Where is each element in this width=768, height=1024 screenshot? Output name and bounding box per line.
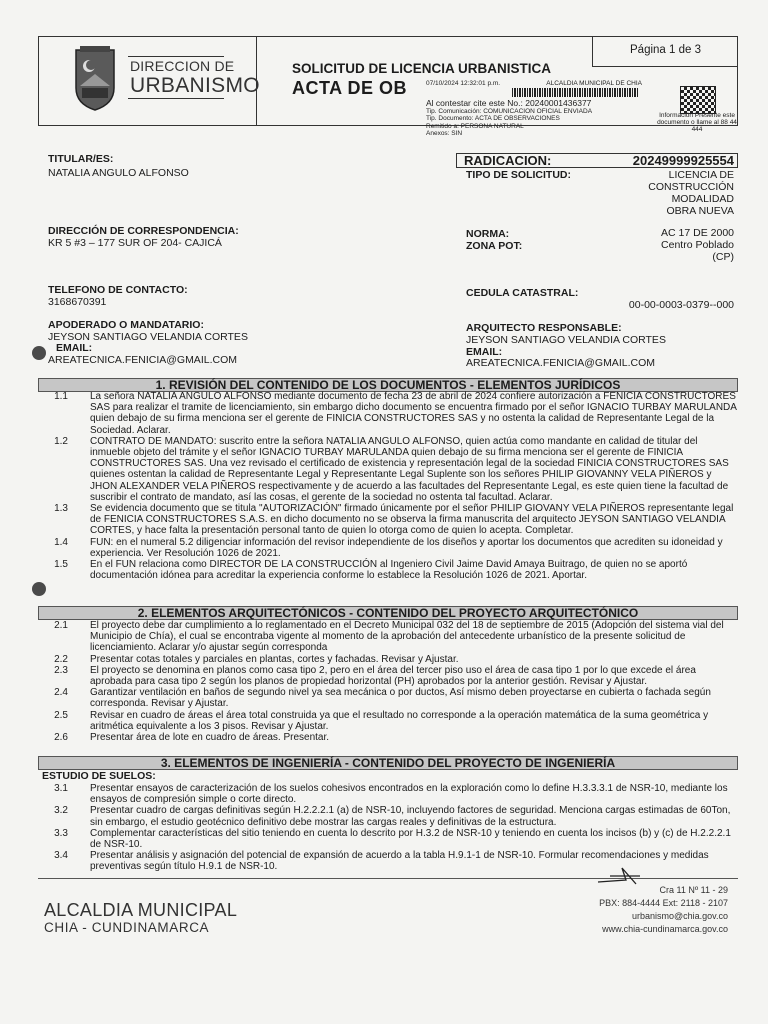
list-item [38,732,738,743]
list-item [38,436,738,503]
stamp-line: Tip. Comunicación: COMUNICACION OFICIAL ENVIADA [426,107,593,115]
cedula-label: CEDULA CATASTRAL: [466,287,579,299]
tipo-line: OBRA NUEVA [666,205,734,217]
item-number: 2.3 [54,664,68,676]
list-item [38,828,738,850]
section-2-items [38,620,738,743]
email-label: EMAIL: [56,342,93,354]
item-text: El proyecto se denomina en planos como casa tipo 2, pero en el área del tercer piso uso el área de casa tipo 1 por lo que excede el área aprobada para casa tipo 2 según los planos de propiedad horizontal (PH) aprobados por la anterior gestión. Revisar y Ajustar. [90,664,696,688]
zona-line: Centro Poblado [661,239,734,251]
item-text: El proyecto debe dar cumplimiento a lo reglamentado en el Decreto Municipal 032 del 18 de septiembre de 2015 (Adopción del sistema vial del Municipio de Chía), el cual se encontraba vigente al momento de la aprobación del antecedente urbanístico de la presente solicitud de licenciamiento. Aclarar y/o ajustar según corresponda [90,620,724,654]
item-text: Se evidencia documento que se titula "AUTORIZACIÓN" firmado únicamente por el señor PHILIP GIOVANY VELA PIÑEROS representante legal de FENICIA CONSTRUCTORES S.A.S. en dicho documento no se observa la firma manuscrita del arquitecto JEYSON SANTIAGO VELANDIA CORTES, y hace falta la presentación personal tanto de quien lo otorga como de quien lo acepta. Completar. [90,503,734,537]
footer-entity-location: CHIA - CUNDINAMARCA [44,920,210,935]
radicacion-value: 20249999925554 [632,153,734,168]
list-item [38,620,738,654]
item-number: 2.5 [54,709,68,721]
cedula-value: 00-00-0003-0379--000 [628,299,734,311]
logo-rule [128,56,224,57]
tipo-line: CONSTRUCCIÓN [648,181,734,193]
footer-phone: PBX: 884-4444 Ext: 2118 - 2107 [599,898,728,908]
footer-email: urbanismo@chia.gov.co [631,911,728,921]
arquitecto-label: ARQUITECTO RESPONSABLE: [466,322,622,334]
item-text: Presentar ensayos de caracterización de los suelos cohesivos encontrados en la exploración como lo define H.3.3.3.1 de NSR-10, mediante los ensayos de compresión simple o corte directo. [90,783,728,806]
item-text: Garantizar ventilación en baños de segundo nivel ya sea mecánica o por ductos, Así mismo deben proyectarse en cubierta o fachada según corresponda. Revisar y Ajustar. [90,687,711,710]
qr-caption: Información Presente este documento o llame al 88 44 444 [657,112,737,133]
email-label: EMAIL: [466,346,503,358]
item-number: 1.4 [54,536,68,548]
header-divider [592,36,593,66]
tipo-solicitud-value [600,169,734,217]
item-number: 1.1 [54,391,68,402]
document-subtitle: ACTA DE OB [292,78,407,98]
apoderado-value: JEYSON SANTIAGO VELANDIA CORTES [48,331,248,343]
zona-line: (CP) [712,251,734,263]
item-number: 2.2 [54,653,68,665]
section-3-items [38,783,738,873]
section-1-items [38,391,738,581]
footer-contact [560,884,728,936]
footer-address: Cra 11 Nº 11 - 29 [659,885,728,895]
list-item [38,654,738,665]
logo-text-top: DIRECCION DE [130,58,235,74]
qr-code-icon [680,86,716,114]
apoderado-label: APODERADO O MANDATARIO: [48,319,204,331]
section-2-title: 2. ELEMENTOS ARQUITECTÓNICOS - CONTENIDO DEL PROYECTO ARQUITECTÓNICO [137,606,639,620]
zona-pot-label: ZONA POT: [466,240,523,252]
item-text: Presentar cuadro de cargas definitivas según H.2.2.2.1 (a) de NSR-10, incluyendo factores de seguridad. Menciona cargas estimadas de 60Ton, sin embargo, el estudio geotécnico definitivo debe mostrar las cargas reales y definitivas de la estructura. [90,805,731,828]
barcode [512,88,638,97]
list-item [38,559,738,581]
item-text: Presentar área de lote en cuadro de áreas. Presentar. [90,732,330,744]
municipal-shield-icon [72,44,118,112]
page-number: Página 1 de 3 [630,44,701,56]
direccion-label: DIRECCIÓN DE CORRESPONDENCIA: [48,225,239,237]
item-text: FUN: en el numeral 5.2 diligenciar información del revisor independiente de los diseños y aportar los documentos que acrediten su idoneidad y experiencia. Ver Resolución 1026 de 2021. [90,536,723,559]
list-item [38,687,738,709]
item-number: 3.4 [54,850,68,862]
list-item [38,710,738,732]
item-number: 3.3 [54,827,68,839]
item-text: Complementar características del sitio teniendo en cuenta lo descrito por H.3.2 de NSR-10 y teniendo en cuenta los incisos (b) y (c) de H.2.2.2.1 de NSR-10. [90,827,731,851]
list-item [38,503,738,537]
titular-label: TITULAR/ES: [48,153,114,165]
section-1-title: 1. REVISIÓN DEL CONTENIDO DE LOS DOCUMENTOS - ELEMENTOS JURÍDICOS [155,378,621,392]
item-text: En el FUN relaciona como DIRECTOR DE LA CONSTRUCCIÓN al Ingeniero Civil Jaime David Amaya Buitrago, de quien no se aportó documentación idónea para acreditar la experiencia conforme lo establece la Resolución 1026 de 2021. Aportar. [90,559,688,582]
logo-text-bottom: URBANISMO [130,74,260,97]
footer-website: www.chia-cundinamarca.gov.co [602,924,728,934]
item-number: 1.2 [54,435,68,447]
stamp-line: Anexos: SIN [426,130,463,137]
list-item [38,783,738,805]
section-3-subtitle: ESTUDIO DE SUELOS: [42,770,156,782]
direccion-value: KR 5 #3 – 177 SUR OF 204- CAJICÁ [48,237,222,249]
stamp-line: Remitido a: PERSONA NATURAL [426,122,524,130]
logo-rule [128,98,224,99]
binder-hole [32,346,46,360]
norma-value: AC 17 DE 2000 [661,227,734,239]
email-value: AREATECNICA.FENICIA@GMAIL.COM [48,354,237,366]
zona-pot-value [600,239,734,263]
telefono-label: TELEFONO DE CONTACTO: [48,284,188,296]
list-item [38,537,738,559]
item-text: Presentar cotas totales y parciales en plantas, cortes y fachadas. Revisar y Ajustar. [90,653,459,665]
binder-hole [32,582,46,596]
norma-label: NORMA: [466,228,510,240]
list-item [38,391,738,436]
item-text: Presentar análisis y asignación del potencial de expansión de acuerdo a la tabla H.9.1-1 de NSR-10. Formular recomendaciones y medidas preventivas según título H.9.1 de NSR-10. [90,850,709,873]
stamp-line: Tip. Documento: ACTA DE OBSERVACIONES [426,115,560,122]
header-divider [592,66,738,67]
email-value: AREATECNICA.FENICIA@GMAIL.COM [466,357,655,369]
stamp-cite: Al contestar cite este No.: 20240001436377 [426,97,592,108]
radicacion-label: RADICACION: [464,153,552,168]
item-number: 1.5 [54,559,68,571]
arquitecto-value: JEYSON SANTIAGO VELANDIA CORTES [466,334,666,346]
document-title: SOLICITUD DE LICENCIA URBANISTICA [292,61,551,76]
stamp-entity: ALCALDIA MUNICIPAL DE CHIA [546,80,642,87]
item-text: CONTRATO DE MANDATO: suscrito entre la señora NATALIA ANGULO ALFONSO, quien actúa como mandante en calidad de titular del inmueble objeto del trámite y el señor IGNACIO TURBAY MARULANDA quien debajo de su firma menciona ser el gerente de FINICIA CONSTRUCTORES SAS. Una vez revisado el certificado de existencia y representación legal de la sociedad FINICIA CONSTRUCTORES SAS quienes ostentan la calidad de Representante Legal y Representante Legal Suplente son los señores PHILIP GIOVANNY VELA PIÑEROS y JHON ALEXANDER VELA PIÑEROS respectivamente y de acuerdo a las facultades del Representante Legal, es este quien tiene la facultad de suscribir el contrato de mandato, así las cosas, el gerente de la sociedad no ostenta tal facultad. Aclarar. [90,435,729,503]
item-number: 2.1 [54,620,68,631]
item-number: 3.2 [54,805,68,817]
footer-entity-name: ALCALDIA MUNICIPAL [44,900,238,920]
item-number: 3.1 [54,783,68,794]
stamp-datetime: 07/10/2024 12:32:01 p.m. [426,80,501,87]
item-text: La señora NATALIA ANGULO ALFONSO mediante documento de fecha 23 de abril de 2024 confiere autorización a FENICIA CONSTRUCTORES SAS para realizar el tramite de licenciamiento, sin embargo dicho documento se encuentra firmado por el señor IGNACIO TURBAY MARULANDA quien debajo de su firma menciona ser el gerente de FINICIA CONSTRUCTORES SAS y no ostenta la calidad de Representante Legal de la Sociedad. Aclarar. [90,391,737,436]
item-number: 2.4 [54,687,68,699]
list-item [38,665,738,687]
item-number: 1.3 [54,503,68,515]
tipo-line: MODALIDAD [671,193,734,205]
item-number: 2.6 [54,732,68,744]
item-text: Revisar en cuadro de áreas el área total construida ya que el resultado no corresponde a la operación matemática de la suma geométrica y aritmética equivalente a los 3 pisos. Revisar y Ajustar. [90,709,709,732]
telefono-value: 3168670391 [48,296,107,308]
titular-value: NATALIA ANGULO ALFONSO [48,167,189,179]
list-item [38,805,738,827]
tipo-line: LICENCIA DE [668,169,734,181]
tipo-solicitud-label: TIPO DE SOLICITUD: [466,169,571,181]
section-3-title: 3. ELEMENTOS DE INGENIERÍA - CONTENIDO DEL PROYECTO DE INGENIERÍA [160,756,616,770]
